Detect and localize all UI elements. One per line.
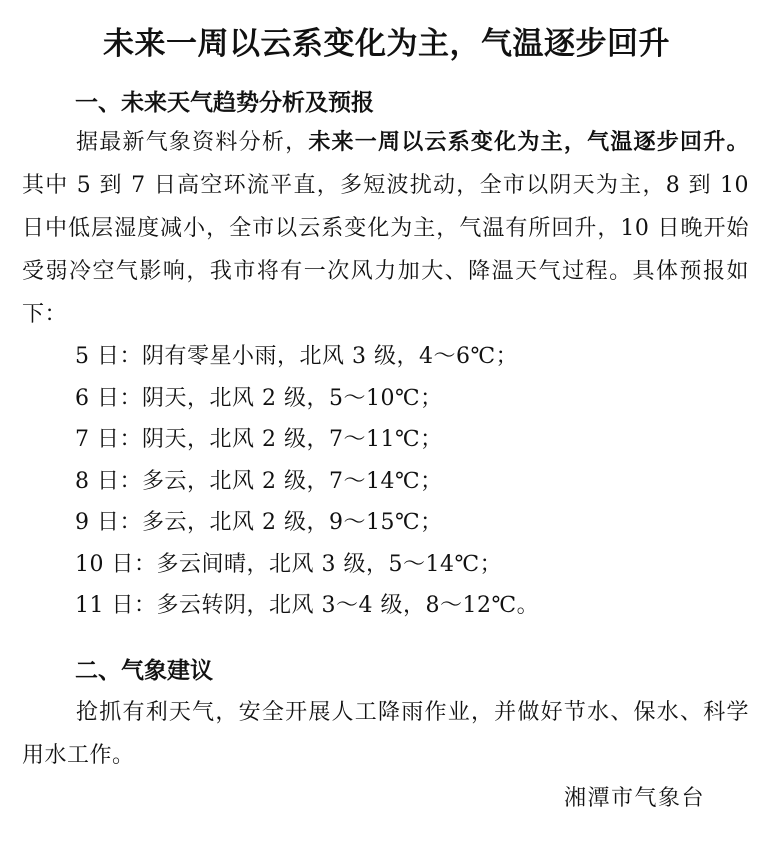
forecast-day-9: 9 日：多云，北风 2 级，9～15℃；	[75, 510, 443, 535]
forecast-day-10: 10 日：多云间晴，北风 3 级，5～14℃；	[75, 551, 503, 577]
forecast-day-11: 11 日：多云转阴，北风 3～4 级，8～12℃。	[75, 593, 540, 618]
analysis-detail-text: 其中 5 到 7 日高空环流平直，多短波扰动，全市以阴天为主，8 到 10 日中低层湿度减小，全市以云系变化为主，气温有所回升，10 日晚开始受弱冷空气影响，我市将有一次风力加大、降温天气过程。具体预报如下：	[22, 173, 749, 327]
document-title: 未来一周以云系变化为主，气温逐步回升	[103, 26, 670, 62]
forecast-day-6: 6 日：阴天，北风 2 级，5～10℃；	[75, 385, 443, 411]
issuer-signature: 湘潭市气象台	[563, 786, 705, 811]
forecast-day-5: 5 日：阴有零星小雨，北风 3 级，4～6℃；	[75, 344, 519, 369]
forecast-day-7: 7 日：阴天，北风 2 级，7～11℃；	[75, 427, 443, 452]
analysis-key-conclusion: 未来一周以云系变化为主，气温逐步回升。	[308, 130, 749, 155]
analysis-paragraph	[22, 121, 749, 336]
analysis-lead-text: 据最新气象资料分析，	[76, 130, 309, 155]
section-heading-advice: 二、气象建议	[75, 658, 213, 684]
advice-paragraph: 抢抓有利天气，安全开展人工降雨作业，并做好节水、保水、科学用水工作。	[22, 700, 749, 768]
daily-forecast-list	[75, 336, 539, 627]
forecast-day-8: 8 日：多云，北风 2 级，7～14℃；	[75, 468, 443, 494]
section-heading-forecast: 一、未来天气趋势分析及预报	[75, 90, 374, 116]
